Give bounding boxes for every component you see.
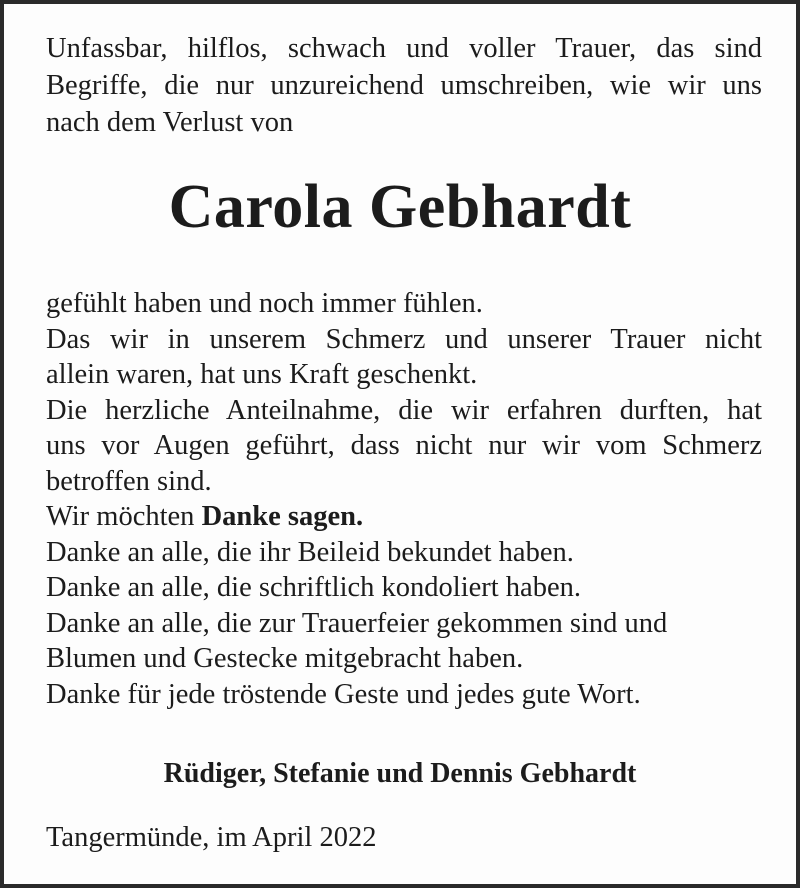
body-line: gefühlt haben und noch immer fühlen. xyxy=(46,288,483,319)
body-line: allein waren, hat uns Kraft geschenkt. xyxy=(46,359,478,390)
body-paragraph xyxy=(46,286,762,712)
thanks-line: Danke an alle, die zur Trauerfeier gekommen sind und xyxy=(46,607,668,639)
thanks-line: Danke für jede tröstende Geste und jedes gute Wort. xyxy=(46,678,641,710)
deceased-name: Carola Gebhardt xyxy=(168,173,632,241)
body-line: uns vor Augen geführt, dass nicht nur wir vom Schmerz xyxy=(46,430,762,461)
intro-line: Unfassbar, hilflos, schwach und voller Trauer, das sind xyxy=(46,33,762,64)
thanks-line: Danke an alle, die schriftlich kondoliert haben. xyxy=(46,572,581,603)
thanks-bold: Danke sagen. xyxy=(201,501,364,532)
thanks-intro-line xyxy=(46,499,762,535)
body-line: betroffen sind. xyxy=(46,465,212,497)
place-date: Tangermünde, im April 2022 xyxy=(46,822,377,853)
body-line: Das wir in unserem Schmerz und unserer Trauer nicht xyxy=(46,323,762,355)
intro-line: nach dem Verlust von xyxy=(46,107,294,138)
signers: Rüdiger, Stefanie und Dennis Gebhardt xyxy=(163,758,637,789)
thanks-prefix: Wir möchten xyxy=(46,501,202,532)
intro-line: Begriffe, die nur unzureichend umschreiben, wie wir uns xyxy=(46,70,762,101)
body-line: Die herzliche Anteilnahme, die wir erfahren durften, hat xyxy=(46,394,762,426)
thanks-line: Blumen und Gestecke mitgebracht haben. xyxy=(46,643,524,674)
thanks-line: Danke an alle, die ihr Beileid bekundet haben. xyxy=(46,536,574,568)
intro-paragraph xyxy=(46,30,762,141)
